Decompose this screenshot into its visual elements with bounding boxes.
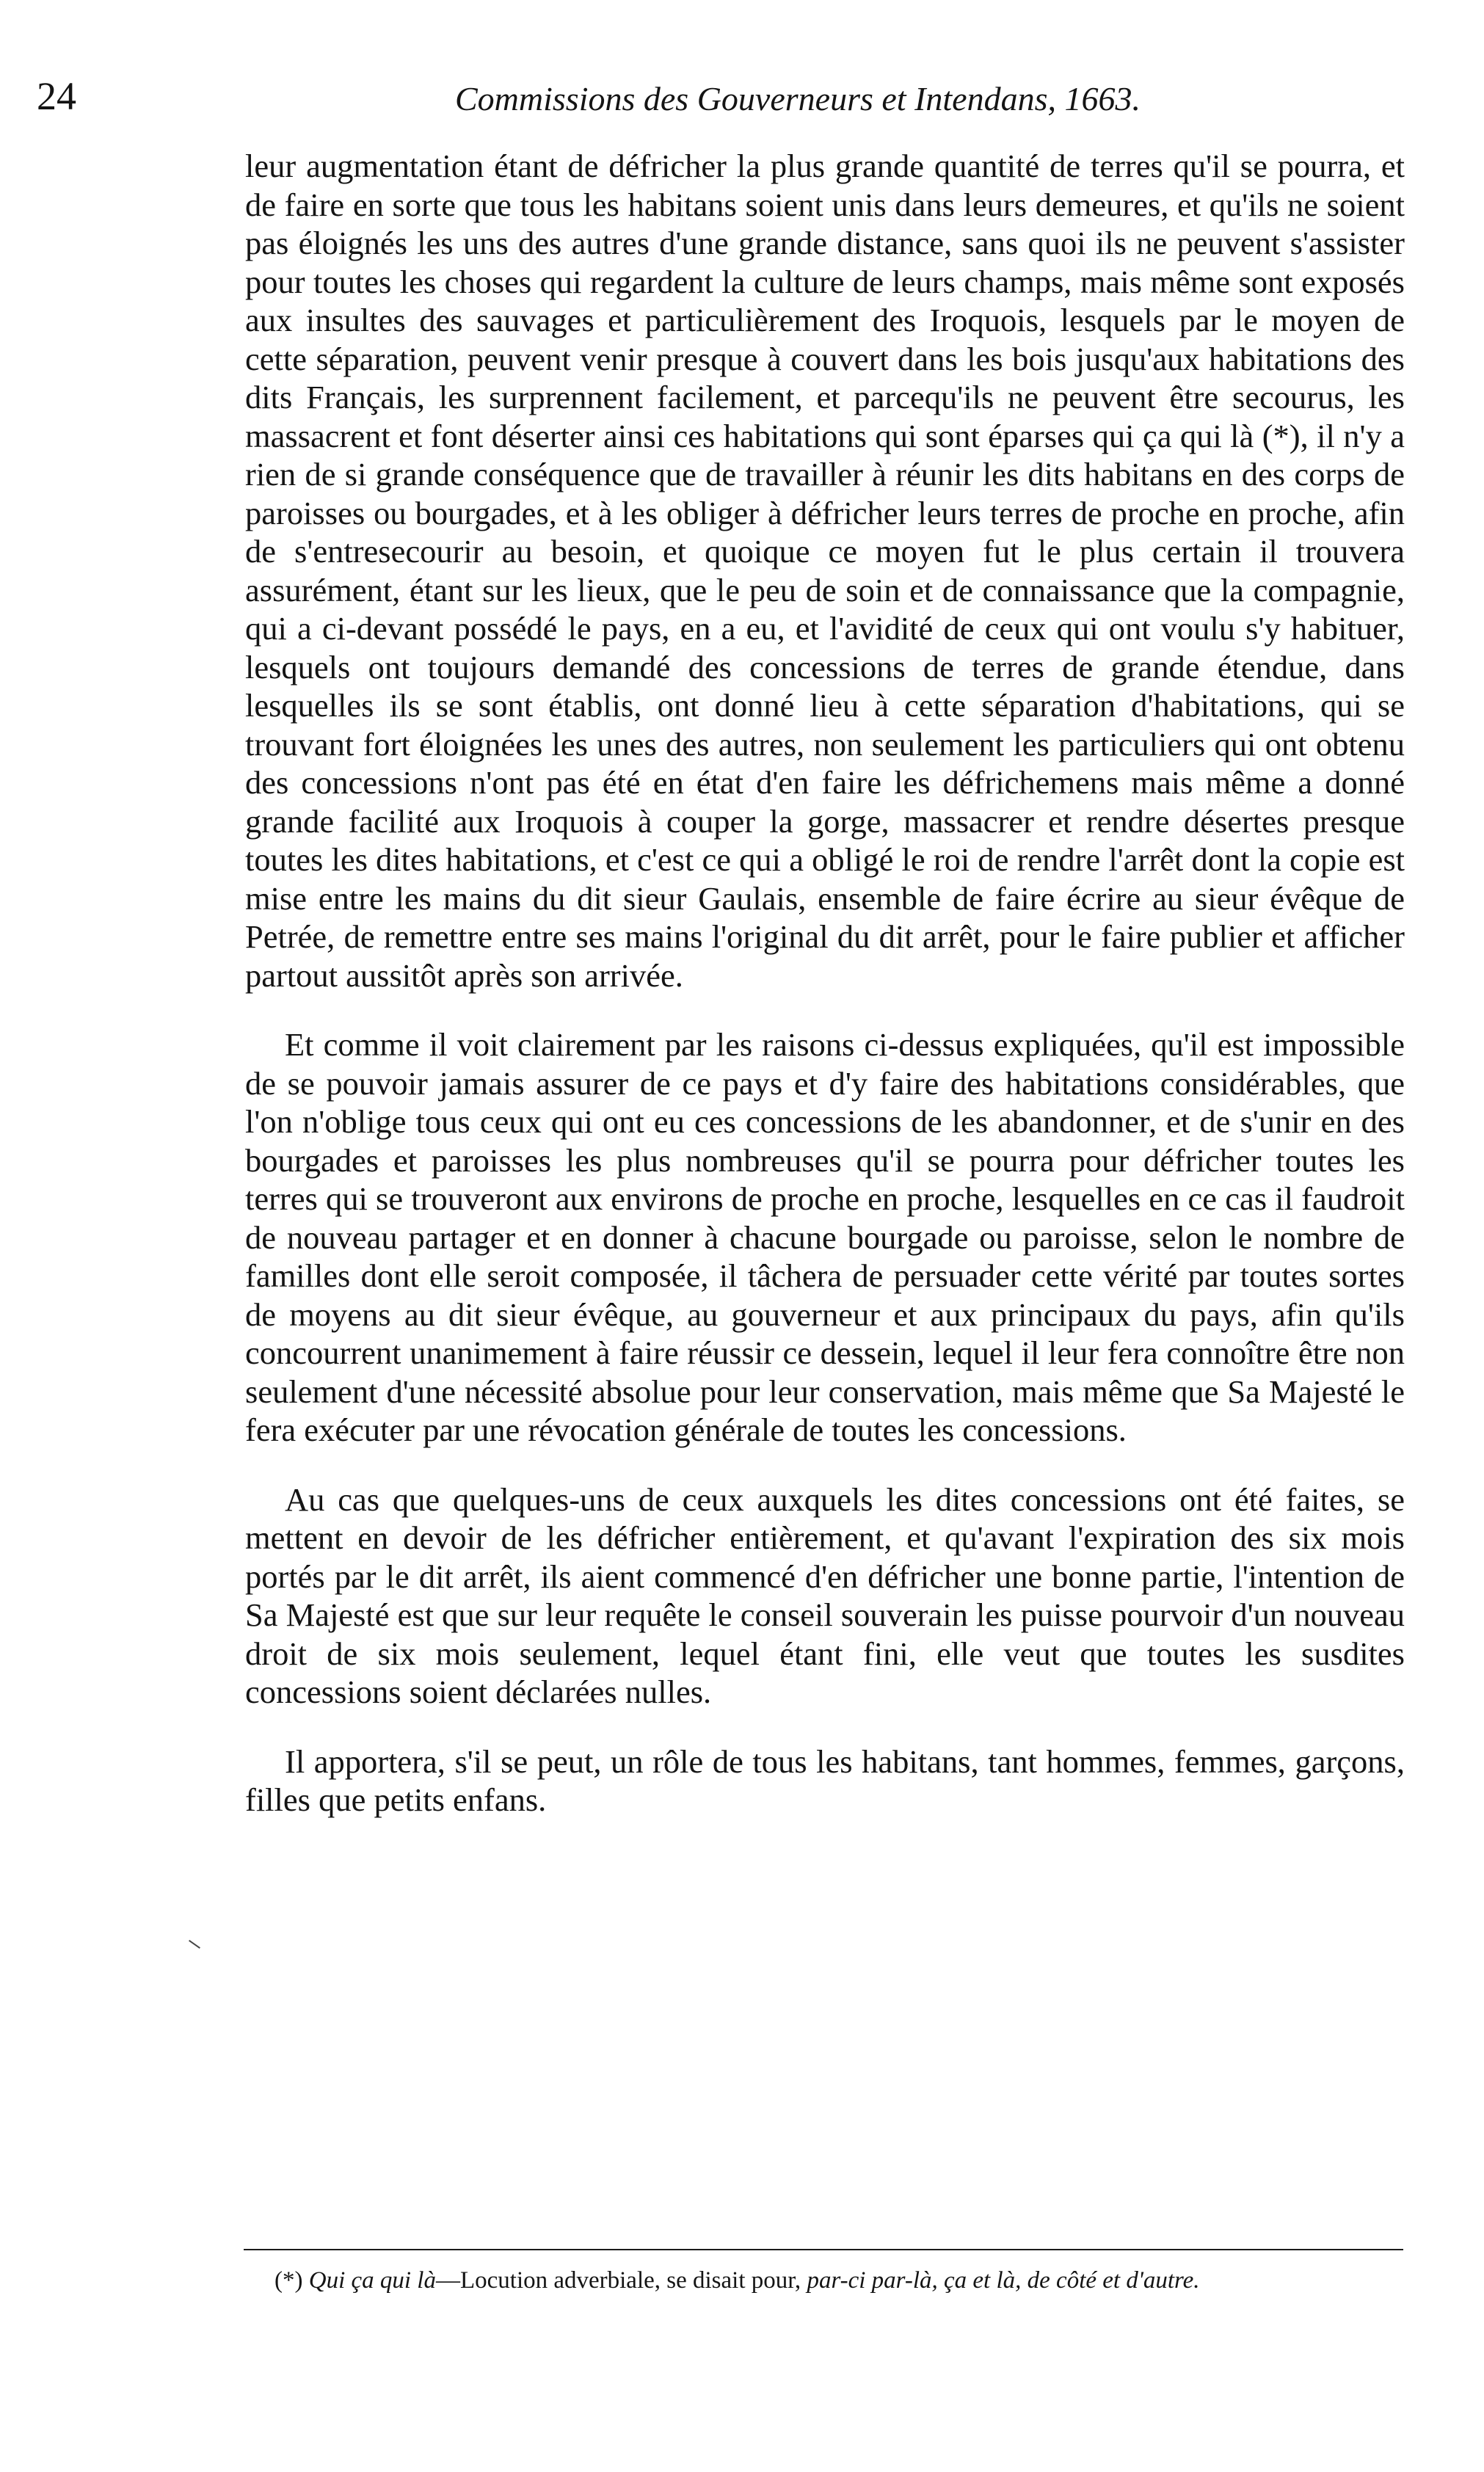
running-title: Commissions des Gouverneurs et Intendans, 1663.: [455, 80, 1141, 117]
main-text: [245, 147, 1405, 1850]
footnote: [245, 2265, 1405, 2296]
paragraph: Il apportera, s'il se peut, un rôle de tous les habitans, tant hommes, femmes, garçons, filles que petits enfans.: [245, 1742, 1405, 1818]
footnote-definition: —Locution adverbiale, se disait pour,: [435, 2267, 801, 2294]
paragraph: Au cas que quelques-uns de ceux auxquels les dites concessions ont été faites, se mettent en devoir de les défricher entièrement, et qu'avant l'expiration des six mois portés par le dit arrêt, ils aient commencé d'en défricher une bonne partie, l'intention de Sa Majesté est que sur leur requête le conseil souverain les puisse pourvoir d'un nouveau droit de six mois seulement, lequel étant fini, elle veut que toutes les susdites concessions soient déclarées nulles.: [245, 1480, 1405, 1710]
paragraph-continued: leur augmentation étant de défricher la plus grande quantité de terres qu'il se pourra, et de faire en sorte que tous les habitans soient unis dans leurs demeures, et qu'ils ne soient pas éloignés les uns des autres d'une grande distance, sans quoi ils ne peuvent s'assister pour toutes les choses qui regardent la culture de leurs champs, mais même sont exposés aux insultes des sauvages et particulièrement des Iroquois, lesquels par le moyen de cette séparation, peuvent venir presque à couvert dans les bois jusqu'aux habitations des dits Français, les surprennent facilement, et parcequ'ils ne peuvent être secourus, les massacrent et font déserter ainsi ces habitations qui sont éparses qui ça qui là (*), il n'y a rien de si grande conséquence que de travailler à réunir les dits habitans en des corps de paroisses ou bourgades, et à les obliger à défricher leurs terres de proche en proche, afin de s'entresecourir au besoin, et quoique ce moyen fut le plus certain il trouvera assurément, étant sur les lieux, que le peu de soin et de connaissance que la compagnie, qui a ci-devant possédé le pays, en a eu, et l'avidité de ceux qui ont voulu s'y habituer, lesquels ont toujours demandé des concessions de terres de grande étendue, dans lesquelles ils se sont établis, ont donné lieu à cette séparation d'habitations, qui se trouvant fort éloignées les unes des autres, non seulement les particuliers qui ont obtenu des concessions n'ont pas été en état d'en faire les défrichemens mais même a donné grande facilité aux Iroquois à couper la gorge, massacrer et rendre désertes presque toutes les dites habitations, et c'est ce qui a obligé le roi de rendre l'arrêt dont la copie est mise entre les mains du dit sieur Gaulais, ensemble de faire écrire au sieur évêque de Petrée, de remettre entre ses mains l'original du dit arrêt, pour le faire publier et afficher partout aussitôt après son arrivée.: [245, 148, 1405, 994]
stray-print-mark: [189, 1940, 200, 1949]
page-number: 24: [37, 74, 76, 118]
footnote-examples: par-ci par-là, ça et là, de côté et d'autre.: [807, 2267, 1200, 2294]
paragraph: Et comme il voit clairement par les raisons ci-dessus expliquées, qu'il est impossible de se pouvoir jamais assurer de ce pays et d'y faire des habitations considérables, que l'on n'oblige tous ceux qui ont eu ces concessions de les abandonner, et de s'unir en des bourgades et paroisses les plus nombreuses qu'il se pourra pour défricher toutes les terres qui se trouveront aux environs de proche en proche, lesquelles en ce cas il faudroit de nouveau partager et en donner à chacune bourgade ou paroisse, selon le nombre de familles dont elle seroit composée, il tâchera de persuader cette vérité par toutes sortes de moyens au dit sieur évêque, au gouverneur et aux principaux du pays, afin qu'ils concourrent unanimement à faire réussir ce dessein, lequel il leur fera connoître être non seulement d'une nécessité absolue pour leur conservation, mais même que Sa Majesté le fera exécuter par une révocation générale de toutes les concessions.: [245, 1026, 1405, 1448]
footnote-divider: [244, 2249, 1403, 2250]
footnote-term: Qui ça qui là: [308, 2267, 436, 2294]
footnote-marker: (*): [274, 2267, 303, 2294]
